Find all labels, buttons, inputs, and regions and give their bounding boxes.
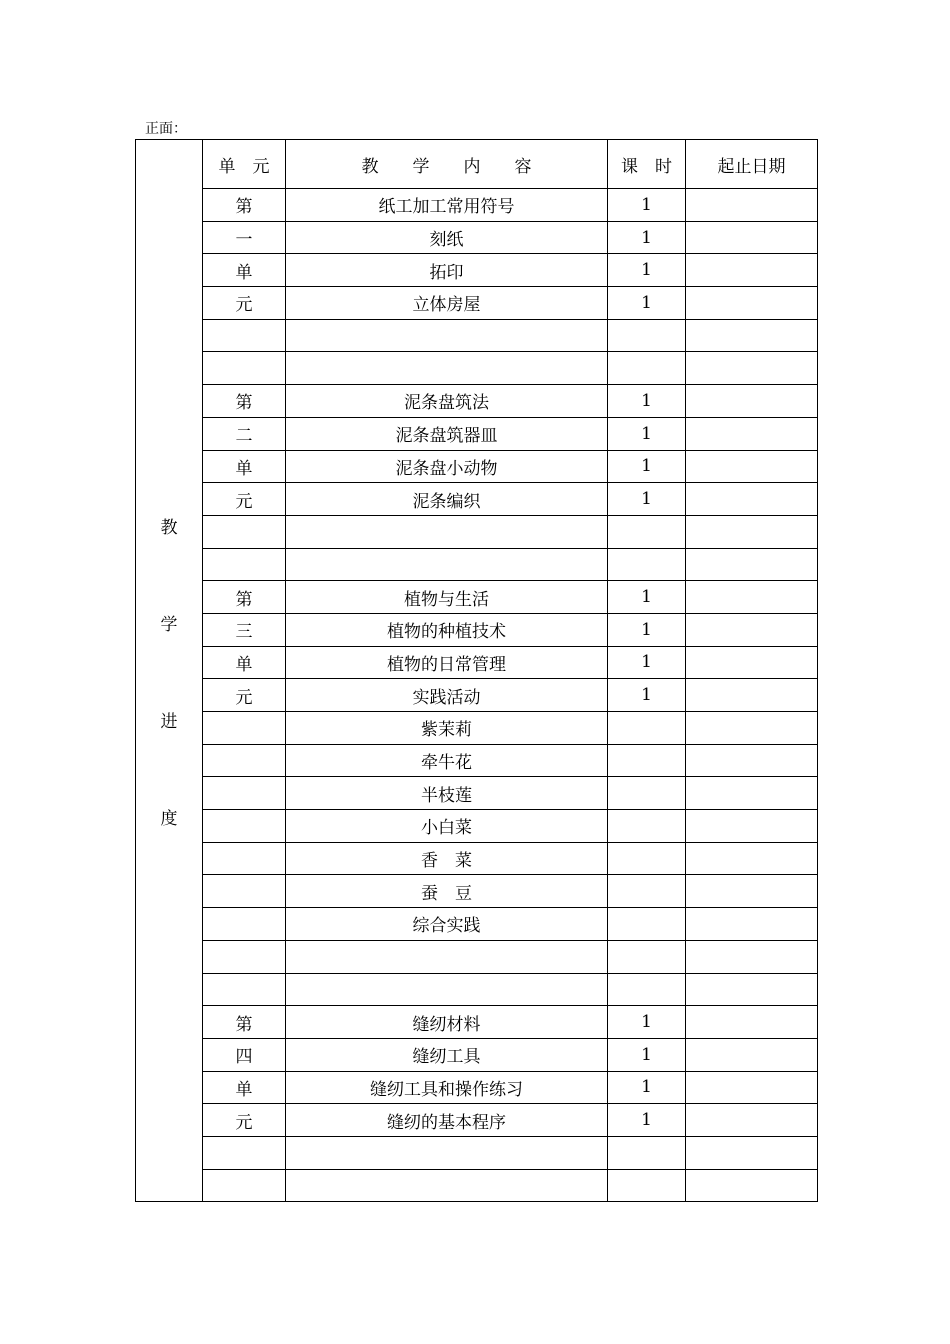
- content-cell: 缝纫工具和操作练习: [286, 1071, 608, 1104]
- side-label-char: 学: [160, 614, 178, 635]
- content-cell: 蚕 豆: [286, 875, 608, 908]
- hours-cell: 1: [608, 1006, 686, 1039]
- hours-cell: 1: [608, 679, 686, 712]
- unit-cell: [203, 744, 286, 777]
- hours-cell: 1: [608, 646, 686, 679]
- header-unit: 单 元: [203, 140, 286, 189]
- content-cell: [286, 940, 608, 973]
- dates-cell: [686, 744, 818, 777]
- table-row: [136, 189, 818, 222]
- page-label: 正面：: [145, 121, 187, 137]
- unit-cell: 第: [203, 189, 286, 222]
- table-row: [136, 940, 818, 973]
- unit-cell: [203, 908, 286, 941]
- unit-cell: 四: [203, 1038, 286, 1071]
- side-label-text: [136, 513, 202, 829]
- content-cell: 缝纫的基本程序: [286, 1104, 608, 1137]
- unit-cell: 一: [203, 221, 286, 254]
- dates-cell: [686, 810, 818, 843]
- unit-cell: [203, 810, 286, 843]
- hours-cell: 1: [608, 450, 686, 483]
- dates-cell: [686, 712, 818, 745]
- unit-cell: [203, 1169, 286, 1202]
- dates-cell: [686, 1038, 818, 1071]
- dates-cell: [686, 581, 818, 614]
- hours-cell: [608, 548, 686, 581]
- hours-cell: [608, 744, 686, 777]
- unit-cell: 元: [203, 1104, 286, 1137]
- unit-cell: 单: [203, 254, 286, 287]
- unit-cell: 单: [203, 450, 286, 483]
- hours-cell: 1: [608, 1038, 686, 1071]
- content-cell: [286, 548, 608, 581]
- dates-cell: [686, 254, 818, 287]
- header-row: [136, 140, 818, 189]
- hours-cell: [608, 842, 686, 875]
- dates-cell: [686, 940, 818, 973]
- content-cell: 紫茉莉: [286, 712, 608, 745]
- table-row: [136, 417, 818, 450]
- dates-cell: [686, 548, 818, 581]
- hours-cell: 1: [608, 221, 686, 254]
- content-cell: 拓印: [286, 254, 608, 287]
- dates-cell: [686, 483, 818, 516]
- content-cell: 小白菜: [286, 810, 608, 843]
- hours-cell: 1: [608, 483, 686, 516]
- unit-cell: 第: [203, 1006, 286, 1039]
- unit-cell: 单: [203, 1071, 286, 1104]
- table-row: [136, 352, 818, 385]
- hours-cell: [608, 1136, 686, 1169]
- teaching-schedule-table: [135, 139, 818, 1202]
- table-row: [136, 613, 818, 646]
- unit-cell: 二: [203, 417, 286, 450]
- content-cell: 泥条盘小动物: [286, 450, 608, 483]
- content-cell: 立体房屋: [286, 287, 608, 320]
- hours-cell: [608, 875, 686, 908]
- dates-cell: [686, 319, 818, 352]
- dates-cell: [686, 287, 818, 320]
- unit-cell: [203, 940, 286, 973]
- side-label-char: 教: [160, 517, 178, 538]
- unit-cell: [203, 1136, 286, 1169]
- unit-cell: 元: [203, 483, 286, 516]
- dates-cell: [686, 908, 818, 941]
- dates-cell: [686, 777, 818, 810]
- table-row: [136, 744, 818, 777]
- table-row: [136, 515, 818, 548]
- content-cell: 综合实践: [286, 908, 608, 941]
- unit-cell: [203, 319, 286, 352]
- unit-cell: 第: [203, 385, 286, 418]
- table-row: [136, 646, 818, 679]
- table-row: [136, 973, 818, 1006]
- hours-cell: [608, 810, 686, 843]
- dates-cell: [686, 385, 818, 418]
- content-cell: [286, 1136, 608, 1169]
- content-cell: 泥条盘筑法: [286, 385, 608, 418]
- content-cell: 缝纫材料: [286, 1006, 608, 1039]
- unit-cell: [203, 515, 286, 548]
- hours-cell: 1: [608, 581, 686, 614]
- dates-cell: [686, 515, 818, 548]
- content-cell: 植物的种植技术: [286, 613, 608, 646]
- hours-cell: 1: [608, 1104, 686, 1137]
- dates-cell: [686, 1006, 818, 1039]
- table-row: [136, 1038, 818, 1071]
- hours-cell: 1: [608, 613, 686, 646]
- table-row: [136, 1136, 818, 1169]
- table-row: [136, 483, 818, 516]
- hours-cell: [608, 712, 686, 745]
- unit-cell: 元: [203, 287, 286, 320]
- table-row: [136, 810, 818, 843]
- content-cell: 实践活动: [286, 679, 608, 712]
- hours-cell: 1: [608, 254, 686, 287]
- unit-cell: 三: [203, 613, 286, 646]
- unit-cell: [203, 842, 286, 875]
- table-row: [136, 875, 818, 908]
- content-cell: 纸工加工常用符号: [286, 189, 608, 222]
- hours-cell: 1: [608, 1071, 686, 1104]
- unit-cell: [203, 875, 286, 908]
- table-row: [136, 777, 818, 810]
- table-row: [136, 287, 818, 320]
- content-cell: [286, 515, 608, 548]
- dates-cell: [686, 1071, 818, 1104]
- content-cell: 植物与生活: [286, 581, 608, 614]
- table-row: [136, 712, 818, 745]
- dates-cell: [686, 352, 818, 385]
- hours-cell: [608, 940, 686, 973]
- unit-cell: [203, 712, 286, 745]
- unit-cell: 单: [203, 646, 286, 679]
- dates-cell: [686, 189, 818, 222]
- unit-cell: [203, 973, 286, 1006]
- table-row: [136, 1104, 818, 1137]
- dates-cell: [686, 842, 818, 875]
- table-row: [136, 385, 818, 418]
- table-row: [136, 1169, 818, 1202]
- hours-cell: 1: [608, 287, 686, 320]
- unit-cell: 元: [203, 679, 286, 712]
- content-cell: [286, 352, 608, 385]
- dates-cell: [686, 679, 818, 712]
- table-row: [136, 221, 818, 254]
- dates-cell: [686, 646, 818, 679]
- content-cell: 缝纫工具: [286, 1038, 608, 1071]
- table-row: [136, 319, 818, 352]
- content-cell: 香 菜: [286, 842, 608, 875]
- content-cell: 牵牛花: [286, 744, 608, 777]
- table-row: [136, 548, 818, 581]
- header-content: 教 学 内 容: [286, 140, 608, 189]
- dates-cell: [686, 417, 818, 450]
- dates-cell: [686, 221, 818, 254]
- unit-cell: [203, 777, 286, 810]
- content-cell: 刻纸: [286, 221, 608, 254]
- hours-cell: [608, 777, 686, 810]
- table-row: [136, 1006, 818, 1039]
- unit-cell: [203, 548, 286, 581]
- table-row: [136, 679, 818, 712]
- dates-cell: [686, 450, 818, 483]
- table-row: [136, 842, 818, 875]
- hours-cell: 1: [608, 417, 686, 450]
- content-cell: [286, 1169, 608, 1202]
- side-label-char: 进: [160, 711, 178, 732]
- content-cell: [286, 973, 608, 1006]
- content-cell: 泥条编织: [286, 483, 608, 516]
- table-row: [136, 581, 818, 614]
- hours-cell: [608, 1169, 686, 1202]
- table-row: [136, 908, 818, 941]
- dates-cell: [686, 1136, 818, 1169]
- header-hours: 课 时: [608, 140, 686, 189]
- table-row: [136, 254, 818, 287]
- side-label: [136, 140, 203, 1202]
- content-cell: 泥条盘筑器皿: [286, 417, 608, 450]
- header-dates: 起止日期: [686, 140, 818, 189]
- unit-cell: [203, 352, 286, 385]
- content-cell: 半枝莲: [286, 777, 608, 810]
- content-cell: 植物的日常管理: [286, 646, 608, 679]
- dates-cell: [686, 973, 818, 1006]
- unit-cell: 第: [203, 581, 286, 614]
- hours-cell: [608, 352, 686, 385]
- table-row: [136, 450, 818, 483]
- hours-cell: [608, 908, 686, 941]
- table-row: [136, 1071, 818, 1104]
- dates-cell: [686, 1169, 818, 1202]
- dates-cell: [686, 875, 818, 908]
- hours-cell: [608, 973, 686, 1006]
- hours-cell: [608, 515, 686, 548]
- dates-cell: [686, 1104, 818, 1137]
- hours-cell: 1: [608, 189, 686, 222]
- hours-cell: 1: [608, 385, 686, 418]
- dates-cell: [686, 613, 818, 646]
- side-label-char: 度: [160, 808, 178, 829]
- content-cell: [286, 319, 608, 352]
- hours-cell: [608, 319, 686, 352]
